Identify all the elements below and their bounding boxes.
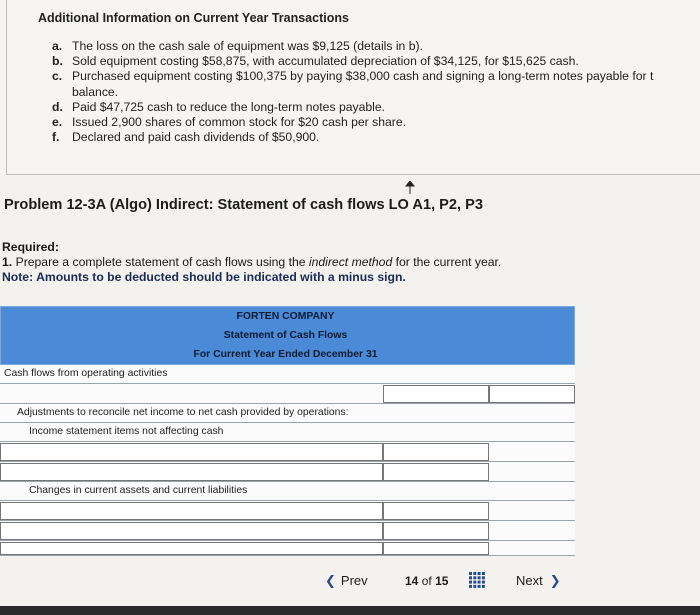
grid-menu-icon[interactable] xyxy=(469,572,485,588)
label-input[interactable] xyxy=(0,502,383,520)
row-income-items-heading: Income statement items not affecting cash xyxy=(0,423,575,442)
statement-name: Statement of Cash Flows xyxy=(223,330,348,341)
label-input[interactable] xyxy=(0,443,383,461)
amount-input[interactable] xyxy=(383,385,489,403)
amount-input[interactable] xyxy=(383,443,489,461)
required-instruction: 1. Prepare a complete statement of cash flows using the indirect method for the current year. xyxy=(2,255,502,269)
next-button[interactable]: Next ❯ xyxy=(516,573,561,588)
cash-flow-worksheet xyxy=(0,306,576,556)
info-title: Additional Information on Current Year Transactions xyxy=(38,11,349,25)
label-input[interactable] xyxy=(0,463,383,481)
info-item-d: d. Paid $47,725 cash to reduce the long-term notes payable. xyxy=(52,99,386,114)
info-item-b: b. Sold equipment costing $58,875, with accumulated depreciation of $34,125, for $15,625 cash. xyxy=(52,54,579,69)
chevron-left-icon: ❮ xyxy=(325,573,336,588)
info-item-c-cont: balance. xyxy=(72,84,119,99)
amount-input[interactable] xyxy=(383,542,489,555)
required-note: Note: Amounts to be deducted should be indicated with a minus sign. xyxy=(2,270,406,284)
info-item-f: f. Declared and paid cash dividends of $50,900. xyxy=(52,130,320,145)
amount-input[interactable] xyxy=(383,463,489,481)
table-row xyxy=(0,384,575,404)
row-adjustments-heading: Adjustments to reconcile net income to net cash provided by operations: xyxy=(0,404,575,423)
chevron-right-icon: ❯ xyxy=(549,573,561,588)
table-row xyxy=(0,462,575,482)
problem-title: Problem 12-3A (Algo) Indirect: Statement of cash flows LO A1, P2, P3 xyxy=(4,197,483,213)
info-item-e: e. Issued 2,900 shares of common stock for $20 cash per share. xyxy=(52,115,406,130)
table-row xyxy=(0,521,575,541)
amount-input[interactable] xyxy=(383,502,489,520)
label-input[interactable] xyxy=(0,522,383,540)
total-input[interactable] xyxy=(489,385,575,403)
info-item-a: a. The loss on the cash sale of equipment was $9,125 (details in b). xyxy=(52,39,423,53)
page-indicator: 14 of 15 xyxy=(405,574,449,588)
table-row xyxy=(0,442,575,462)
statement-period: For Current Year Ended December 31 xyxy=(193,349,378,360)
amount-input[interactable] xyxy=(383,522,489,540)
mouse-cursor-icon xyxy=(405,181,415,195)
bottom-bar xyxy=(0,606,700,615)
statement-header xyxy=(0,306,575,365)
info-list xyxy=(52,39,700,145)
row-changes-heading: Changes in current assets and current liabilities xyxy=(0,482,575,501)
table-row xyxy=(0,541,575,556)
company-name: FORTEN COMPANY xyxy=(236,311,335,322)
pagination-bar xyxy=(0,560,700,608)
additional-info-box xyxy=(0,0,700,176)
table-row xyxy=(0,501,575,521)
required-label: Required: xyxy=(2,240,59,254)
prev-button[interactable]: ❮ Prev xyxy=(325,573,368,588)
row-operating-heading: Cash flows from operating activities xyxy=(0,365,575,384)
info-item-c: c. Purchased equipment costing $100,375 by paying $38,000 cash and signing a long-term notes payable for t xyxy=(52,69,654,84)
label-input[interactable] xyxy=(0,542,383,555)
